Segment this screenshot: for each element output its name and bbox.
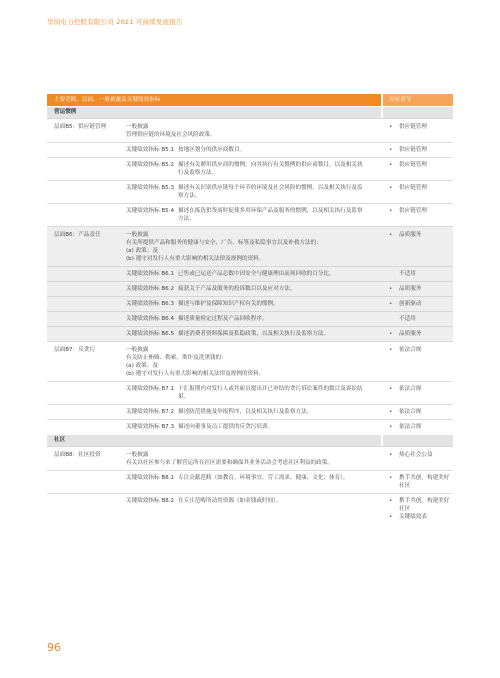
kpi-row — [47, 326, 453, 341]
kpi-label: 关键绩效指标 B7.1 — [126, 386, 175, 392]
general-disclosure-line: 一般披露 — [126, 232, 149, 238]
kpi-row — [47, 419, 453, 434]
section-reference: • 品质服务 — [387, 231, 453, 239]
general-disclosure-line: (b) 遵守对发行人有重大影响的相关法律及规例的资料。 — [126, 256, 265, 262]
aspect-group — [47, 446, 453, 524]
kpi-description: 描述质量检定过程及产品回收程序。 — [178, 316, 268, 322]
section-reference: • 供应链管理 — [387, 146, 453, 154]
section-reference: • 供应链管理 — [387, 161, 453, 169]
kpi-row — [47, 296, 453, 311]
kpi-description: 接获关于产品及服务的投诉数目以及应对方法。 — [178, 286, 296, 292]
aspect-group — [47, 226, 453, 341]
general-disclosure-line: (b) 遵守对发行人有重大影响的相关法律及规例的资料。 — [126, 371, 265, 377]
kpi-row — [47, 157, 453, 180]
section-reference: • 供应链管理 — [387, 123, 453, 131]
section-title: 社区 — [54, 437, 66, 443]
section-reference: • 依法合规 — [387, 423, 453, 431]
kpi-description: 于汇报期内对发行人或其雇员提出并已审结的贪污诉讼案件的数目及诉讼结果。 — [178, 386, 363, 400]
kpi-label: 关键绩效指标 B6.1 — [126, 271, 175, 277]
kpi-label: 关键绩效指标 B6.5 — [126, 331, 175, 337]
general-disclosure-line: (a) 政策；及 — [126, 248, 158, 254]
kpi-label: 关键绩效指标 B5.2 — [126, 162, 175, 168]
kpi-description: 描述有关识别供应链每个环节的环境及社会风险的惯例，以及相关执行及监察方法。 — [178, 185, 363, 199]
section-reference: • 品质服务 — [387, 285, 453, 293]
aspect-group — [47, 118, 453, 226]
table-header — [47, 94, 453, 106]
kpi-row — [47, 281, 453, 296]
section-title: 营运惯例 — [54, 109, 77, 115]
section-reference: • 依法合规 — [387, 408, 453, 416]
general-disclosure-line: (a) 政策；及 — [126, 363, 158, 369]
kpi-description: 描述与维护及保障知识产权有关的惯例。 — [178, 301, 279, 307]
kpi-label: 关键绩效指标 B6.3 — [126, 301, 175, 307]
hkex-esg-index-table — [47, 94, 453, 524]
aspect-name: 层面B7：反贪污 — [54, 347, 95, 353]
not-applicable-label: 不适用 — [399, 271, 416, 277]
general-disclosure-line: 有关所提供产品和服务的健康与安全、广告、标签及私隐事宜以及补救方法的： — [126, 240, 322, 246]
aspect-group — [47, 341, 453, 434]
section-reference: • 供应链管理 — [387, 207, 453, 215]
kpi-row — [47, 203, 453, 226]
kpi-label: 关键绩效指标 B7.3 — [126, 424, 175, 430]
kpi-label: 关键绩效指标 B8.1 — [126, 475, 175, 481]
general-disclosure-line: 有关防止贿赂、勒索、欺诈及洗黑钱的： — [126, 355, 227, 361]
kpi-label: 关键绩效指标 B5.1 — [126, 147, 175, 153]
section-reference: • 依法合规 — [387, 346, 453, 354]
section-row-community — [47, 435, 453, 446]
section-row-operating-practices — [47, 107, 453, 118]
kpi-description: 已售或已运送产品总数中因安全与健康理由而须回收的百分比。 — [178, 271, 335, 277]
kpi-description: 按地区划分的供应商数目。 — [178, 147, 246, 153]
kpi-row — [47, 381, 453, 404]
section-reference: • 热心社会公益 — [387, 451, 453, 459]
kpi-row — [47, 311, 453, 326]
kpi-description: 在专注范畴所动用资源（如金钱或时间）。 — [178, 498, 282, 504]
kpi-label: 关键绩效指标 B8.2 — [126, 498, 175, 504]
section-reference: • 关键绩效表 — [387, 513, 453, 521]
kpi-row — [47, 142, 453, 157]
kpi-label: 关键绩效指标 B7.2 — [126, 409, 175, 415]
kpi-description: 描述防范措施及举报程序，以及相关执行及监察方法。 — [178, 409, 313, 415]
aspect-name: 层面B6：产品责任 — [54, 232, 101, 238]
column-header-section: 对应章节 — [381, 94, 453, 106]
general-disclosure-line: 管理供应链的环境及社会风险政策。 — [126, 132, 216, 138]
general-disclosure-line: 有关以社区参与来了解营运所在社区需要和确保其业务活动会考虑社区利益的政策。 — [126, 460, 333, 466]
kpi-label: 关键绩效指标 B5.3 — [126, 185, 175, 191]
kpi-description: 描述消费者资料保障及私隐政策，以及相关执行及监察方法。 — [178, 331, 330, 337]
kpi-label: 关键绩效指标 B6.4 — [126, 316, 175, 322]
section-reference: • 携手共创，构建美好社区 — [387, 474, 453, 490]
section-reference: • 创新驱动 — [387, 300, 453, 308]
aspect-name: 层面B8：社区投资 — [54, 452, 101, 458]
section-reference: • 供应链管理 — [387, 184, 453, 192]
aspect-name: 层面B5：供应链管理 — [54, 124, 107, 130]
column-header-main: 主要范畴、层面、一般披露及关键绩效指标 — [47, 94, 381, 106]
kpi-description: 描述在拣选供货商时促使多用环保产品及服务的惯例，以及相关执行及监察方法。 — [178, 208, 363, 222]
not-applicable-label: 不适用 — [399, 316, 416, 322]
kpi-row — [47, 266, 453, 281]
kpi-description: 描述有关聘用供应商的惯例，向其执行有关惯例的供应商数目，以及相关执行及监察方法。 — [178, 162, 363, 176]
page-number: 96 — [47, 641, 61, 654]
section-reference: • 携手共创，构建美好社区 — [387, 497, 453, 513]
kpi-label: 关键绩效指标 B5.4 — [126, 208, 175, 214]
report-header-title: 华润电力控股有限公司 2021 可持续发展报告 — [47, 18, 183, 26]
general-disclosure-line: 一般披露 — [126, 452, 149, 458]
general-disclosure-line: 一般披露 — [126, 124, 149, 130]
kpi-description: 专注贡献范畴（如教育、环境事宜、劳工需求、健康、文化、体育）。 — [178, 475, 349, 481]
kpi-description: 描述向董事及员工提供的反贪污培训。 — [178, 424, 274, 430]
kpi-row — [47, 493, 453, 524]
section-reference: • 品质服务 — [387, 330, 453, 338]
general-disclosure-line: 一般披露 — [126, 347, 149, 353]
kpi-label: 关键绩效指标 B6.2 — [126, 286, 175, 292]
section-reference: • 依法合规 — [387, 385, 453, 393]
kpi-row — [47, 404, 453, 419]
kpi-row — [47, 180, 453, 203]
kpi-row — [47, 470, 453, 493]
